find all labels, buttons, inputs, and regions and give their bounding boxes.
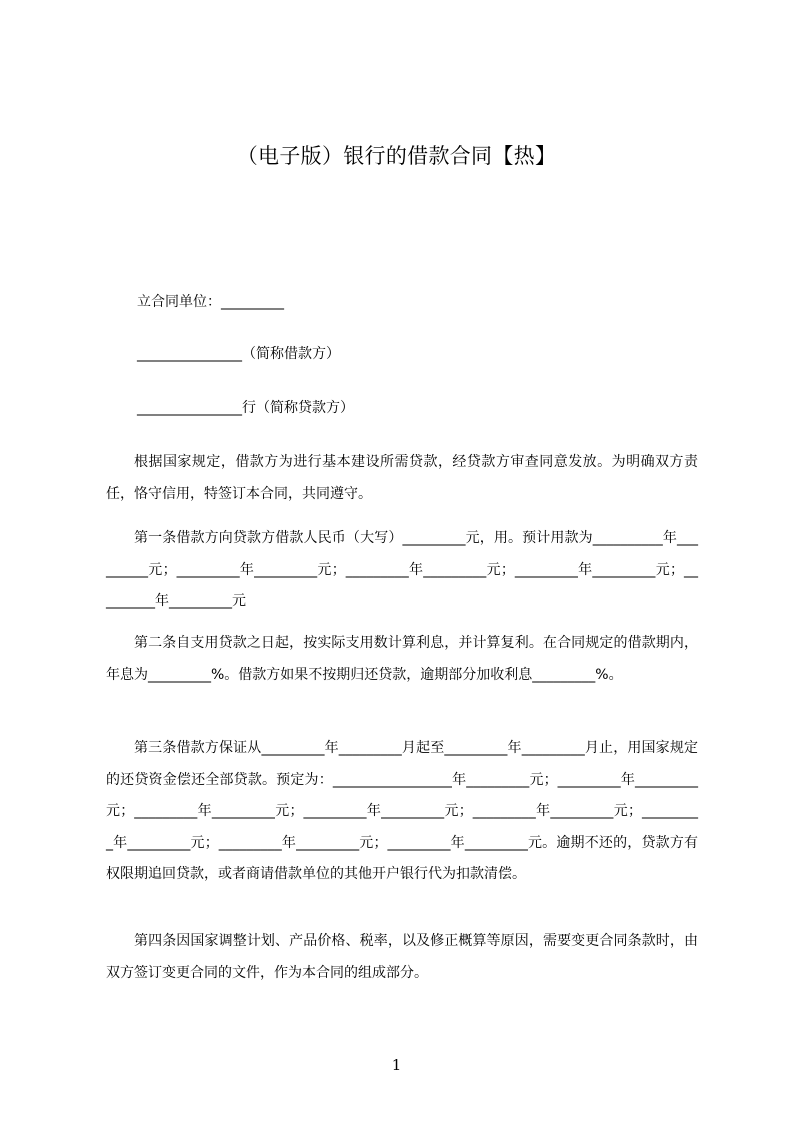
article-1-paragraph: 第一条借款方向贷款方借款人民币（大写）_________元，用。预计用款为__________年_________元；_________年_________元；_________年_________元；_________年_________元；_________年_________元 xyxy=(106,530,698,609)
article-3-paragraph: 第三条借款方保证从_________年_________月起至_________年_________月止，用国家规定的还贷资金偿还全部贷款。预定为：_________________年_________元；_________年_________元；_________年_________元；_________年_________元；_________年_________元；_________年_________元；_________年_________元；_________年_________元。逾期不还的，贷款方有权限期追回贷款，或者商请借款单位的其他开户银行代为扣款清偿。 xyxy=(106,740,698,882)
page-title: （电子版）银行的借款合同【热】 xyxy=(236,144,557,168)
article-4-paragraph: 第四条因国家调整计划、产品价格、税率，以及修正概算等原因，需要变更合同条款时，由双方签订变更合同的文件，作为本合同的组成部分。 xyxy=(106,933,698,981)
borrower-line: _______________（简称借款方） xyxy=(137,346,340,362)
article-2-paragraph: 第二条自支用贷款之日起，按实际支用数计算利息，并计算复利。在合同规定的借款期内，年息为_________%。借款方如果不按期归还贷款，逾期部分加收利息_________%。 xyxy=(106,635,698,683)
page-number: 1 xyxy=(391,1056,402,1074)
lender-line: _______________行（简称贷款方） xyxy=(137,400,354,416)
contract-party-unit: 立合同单位：_________ xyxy=(137,294,284,310)
preamble-paragraph: 根据国家规定，借款方为进行基本建设所需贷款，经贷款方审查同意发放。为明确双方责任，恪守信用，特签订本合同，共同遵守。 xyxy=(106,454,698,502)
